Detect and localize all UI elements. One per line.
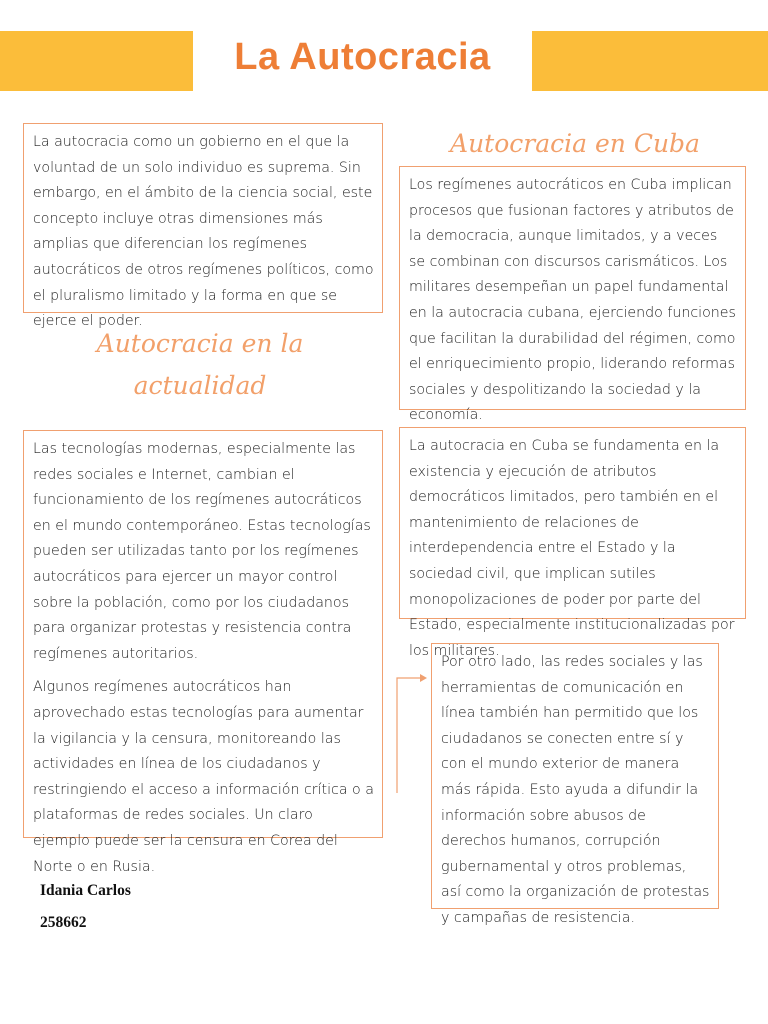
heading-actualidad: Autocracia en la actualidad [96, 329, 304, 400]
author-name: Idania Carlos [40, 882, 131, 899]
author-id: 258662 [40, 914, 87, 931]
page-title: La Autocracia [234, 36, 491, 78]
actualidad-paragraph-2: Algunos regímenes autocráticos han aprovechado estas tecnologías para aumentar la vigilancia y la censura, monitoreando las actividades en línea de los ciudadanos y restringiendo el acceso a información crítica o a plataformas de redes sociales. Un claro ejemplo puede ser la censura en Corea del Norte o en Rusia. [33, 679, 374, 875]
actualidad-paragraph-1: Las tecnologías modernas, especialmente las redes sociales e Internet, cambian el funcionamiento de los regímenes autocráticos en el mundo contemporáneo. Estas tecnologías pueden ser utilizadas tanto por los regímenes autocráticos para ejercer un mayor control sobre la población, como por los ciudadanos para organizar protestas y resistencia contra regímenes autoritarios. [33, 441, 371, 662]
header-band-right [532, 31, 768, 91]
intro-box [23, 123, 383, 330]
actualidad-box [23, 430, 383, 875]
header-band-left [0, 31, 193, 91]
cuba-text-1: Los regímenes autocráticos en Cuba implican procesos que fusionan factores y atributos de la democracia, aunque limitados, y a veces se combinan con discursos carismáticos. Los militares desempeñan un papel fundamental en la autocracia cubana, ejerciendo funciones que facilitan la durabilidad del régimen, como el enriquecimiento propio, liderando reformas sociales y despolitizando la sociedad y la economía. [409, 177, 736, 424]
arrow-connector [390, 672, 432, 796]
cuba-box-1 [399, 166, 746, 424]
cuba-box-3 [431, 643, 719, 926]
cuba-text-3: Por otro lado, las redes sociales y las herramientas de comunicación en línea también han permitido que los ciudadanos se conecten entre sí y con el mundo exterior de manera más rápida. Esto ayuda a difundir la información sobre abusos de derechos humanos, corrupción gubernamental y otros problemas, así como la organización de protestas y campañas de resistencia. [441, 654, 710, 926]
cuba-text-2: La autocracia en Cuba se fundamenta en la existencia y ejecución de atributos democráticos limitados, pero también en el mantenimiento de relaciones de interdependencia entre el Estado y la sociedad civil, que implican sutiles monopolizaciones de poder por parte del Estado, especialmente institucionalizadas por los militares. [409, 438, 735, 659]
cuba-box-2 [399, 427, 746, 659]
heading-cuba: Autocracia en Cuba [450, 129, 700, 158]
intro-text: La autocracia como un gobierno en el que la voluntad de un solo individuo es suprema. Sin embargo, en el ámbito de la ciencia social, este concepto incluye otras dimensiones más amplias que diferencian los regímenes autocráticos de otros regímenes políticos, como el pluralismo limitado y la forma en que se ejerce el poder. [33, 134, 374, 330]
